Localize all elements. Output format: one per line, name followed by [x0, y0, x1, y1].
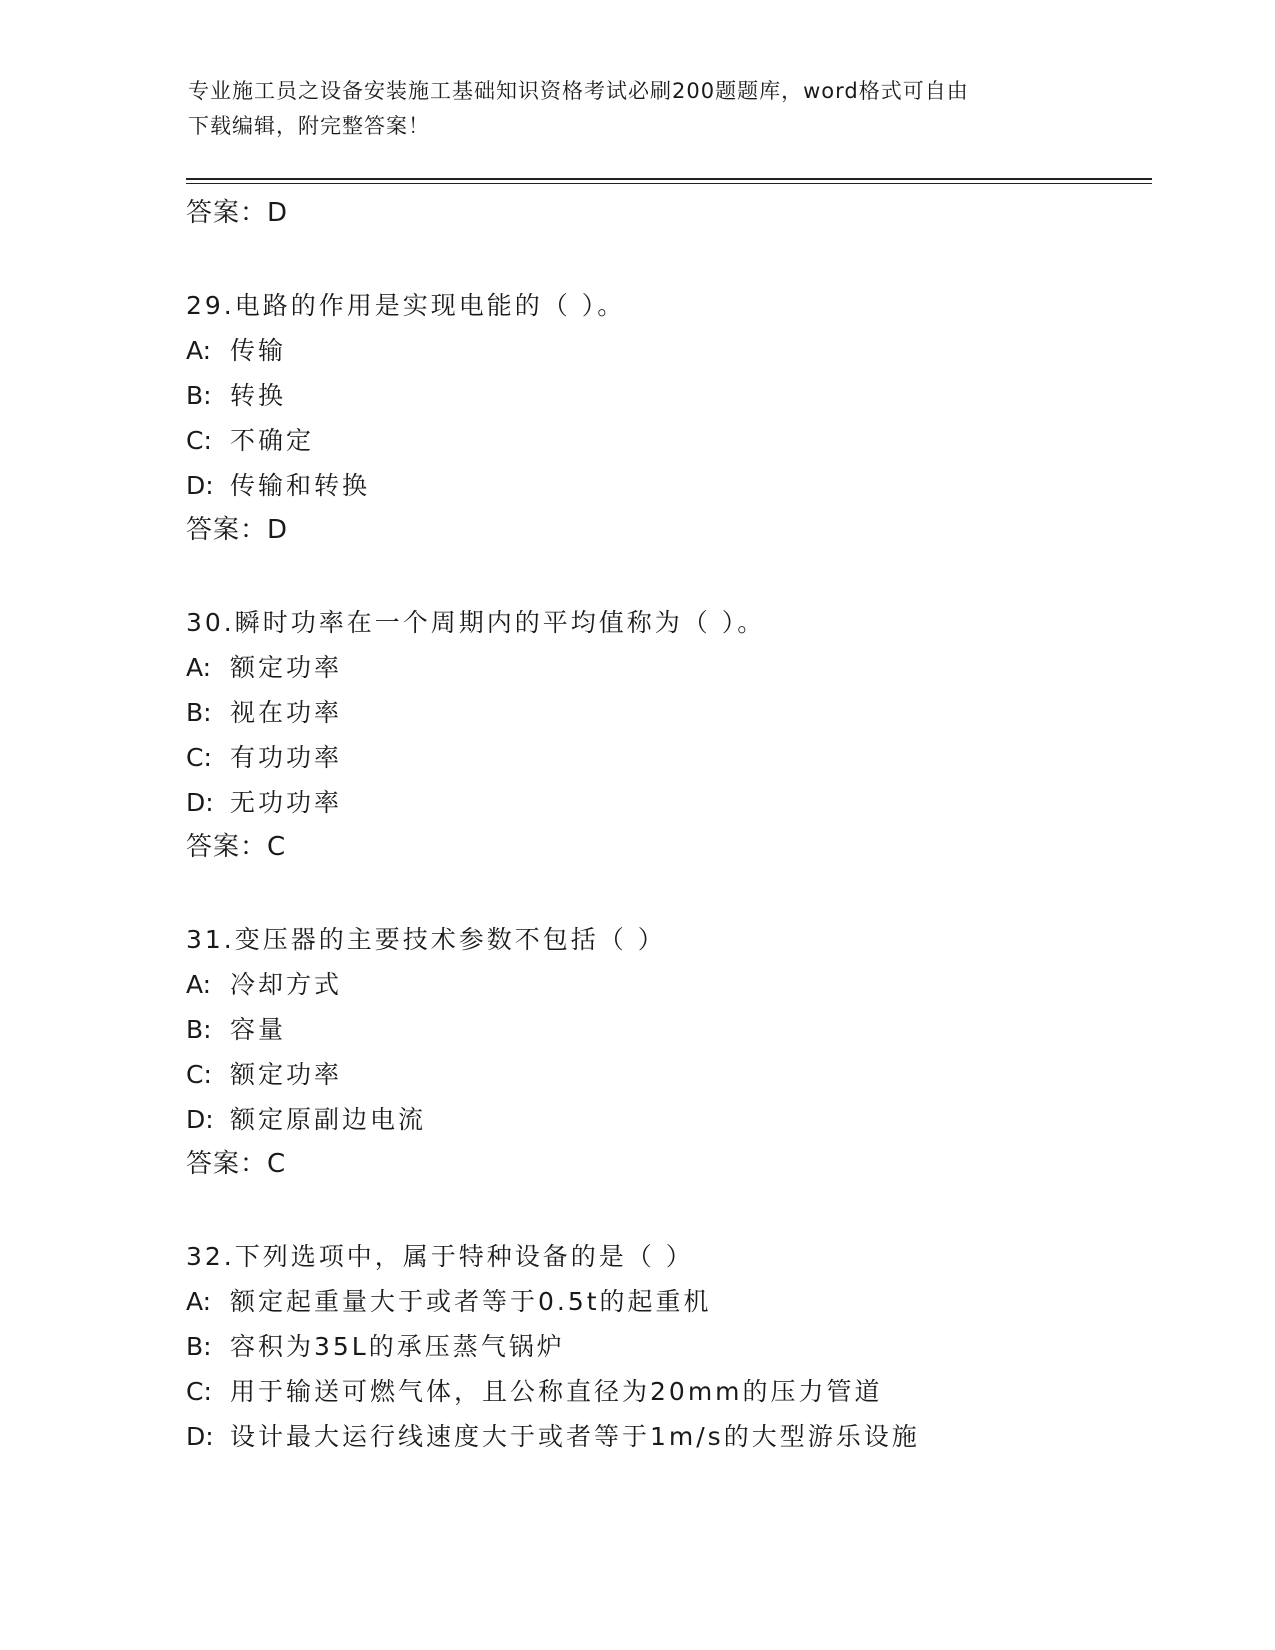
option-label: B: [186, 1015, 212, 1044]
question-text: 29.电路的作用是实现电能的（ ）。 [186, 291, 626, 320]
option-label: D: [186, 1422, 214, 1451]
question-text: 32.下列选项中，属于特种设备的是（ ） [186, 1242, 694, 1271]
option-text: 额定原副边电流 [230, 1105, 427, 1134]
option-label: C: [186, 426, 212, 455]
option-c [186, 735, 1186, 780]
answer-line: 答案：D [186, 198, 289, 228]
answer-line: 答案：D [186, 515, 289, 545]
option-label: D: [186, 471, 214, 500]
question-block-30 [186, 600, 1186, 870]
option-text: 额定功率 [230, 1060, 343, 1089]
option-label: B: [186, 381, 212, 410]
option-c [186, 1052, 1186, 1097]
option-text: 设计最大运行线速度大于或者等于1m/s的大型游乐设施 [230, 1422, 920, 1451]
option-text: 不确定 [230, 426, 315, 455]
option-label: A: [186, 336, 212, 365]
option-label: B: [186, 698, 212, 727]
option-label: A: [186, 1287, 212, 1316]
option-label: B: [186, 1332, 212, 1361]
question-list [186, 191, 1186, 1459]
option-label: A: [186, 653, 212, 682]
option-text: 无功功率 [230, 788, 343, 817]
option-text: 传输 [230, 336, 287, 365]
option-label: D: [186, 788, 214, 817]
option-a [186, 328, 1186, 373]
option-label: D: [186, 1105, 214, 1134]
answer-line: 答案：C [186, 1149, 287, 1179]
header-line-1: 专业施工员之设备安装施工基础知识资格考试必刷200题题库，word格式可自由 [188, 79, 969, 103]
option-text: 额定功率 [230, 653, 343, 682]
question-block-29 [186, 283, 1186, 553]
option-label: C: [186, 743, 212, 772]
option-a [186, 1279, 1186, 1324]
answer-line: 答案：C [186, 832, 287, 862]
option-text: 额定起重量大于或者等于0.5t的起重机 [230, 1287, 712, 1316]
option-b [186, 690, 1186, 735]
option-b [186, 1324, 1186, 1369]
header-rule-thick [186, 178, 1152, 180]
option-text: 有功功率 [230, 743, 343, 772]
option-b [186, 1007, 1186, 1052]
option-c [186, 418, 1186, 463]
document-header [188, 74, 1068, 144]
option-a [186, 645, 1186, 690]
option-text: 传输和转换 [230, 471, 371, 500]
option-d [186, 780, 1186, 825]
option-label: A: [186, 970, 212, 999]
question-text: 31.变压器的主要技术参数不包括（ ） [186, 925, 666, 954]
header-line-2: 下载编辑，附完整答案！ [188, 114, 430, 138]
header-rule-thin [186, 183, 1152, 184]
option-text: 视在功率 [230, 698, 343, 727]
option-text: 冷却方式 [230, 970, 343, 999]
option-d [186, 463, 1186, 508]
question-text: 30.瞬时功率在一个周期内的平均值称为（ ）。 [186, 608, 766, 637]
option-label: C: [186, 1060, 212, 1089]
option-c [186, 1369, 1186, 1414]
question-block-31 [186, 917, 1186, 1187]
option-text: 用于输送可燃气体，且公称直径为20mm的压力管道 [230, 1377, 883, 1406]
option-d [186, 1414, 1186, 1459]
option-a [186, 962, 1186, 1007]
option-d [186, 1097, 1186, 1142]
option-label: C: [186, 1377, 212, 1406]
option-text: 转换 [230, 381, 287, 410]
option-text: 容积为35L的承压蒸气锅炉 [230, 1332, 565, 1361]
option-b [186, 373, 1186, 418]
question-block-32 [186, 1234, 1186, 1459]
option-text: 容量 [230, 1015, 287, 1044]
